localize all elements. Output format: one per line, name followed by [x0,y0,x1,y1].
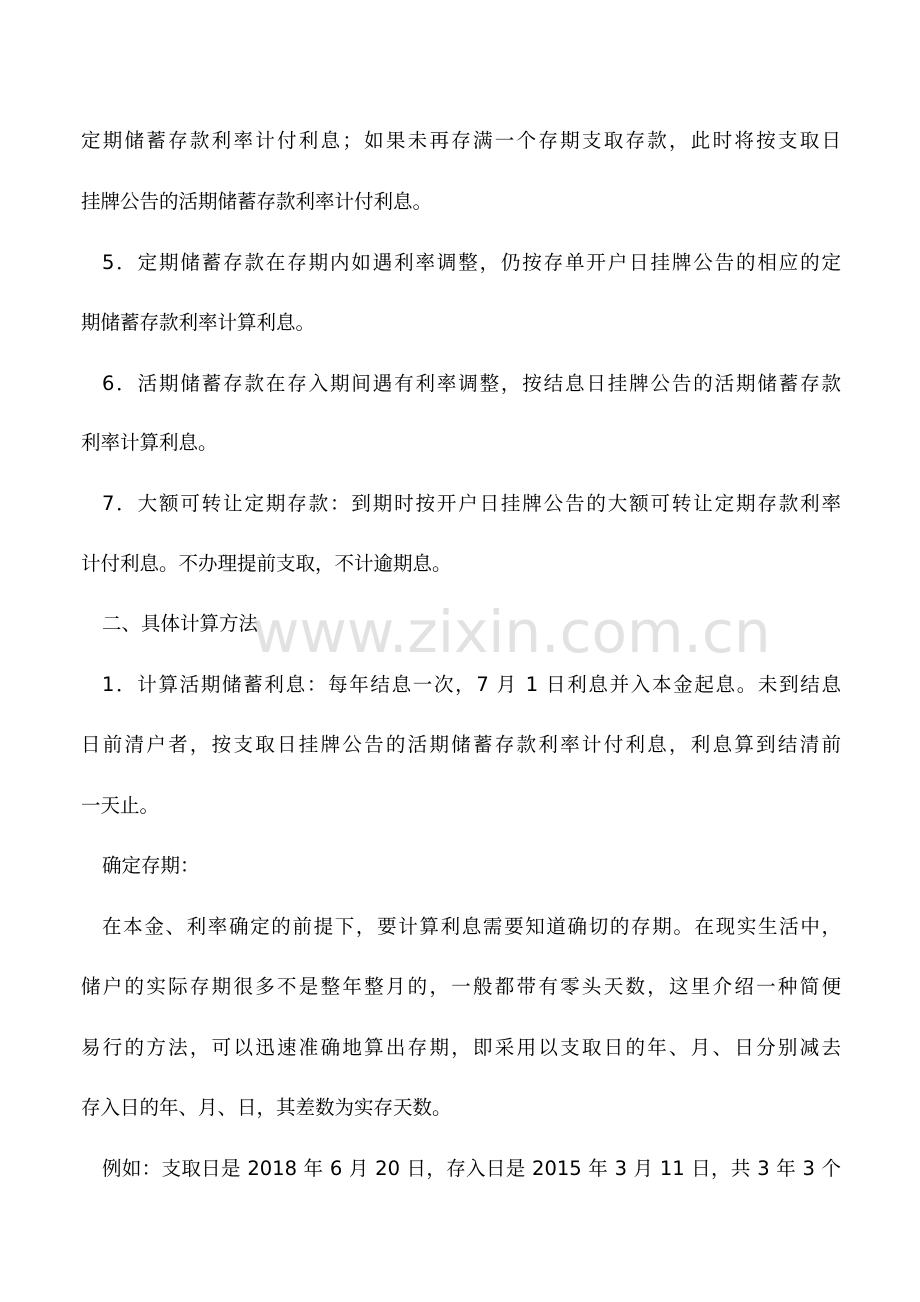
paragraph-line: 在本金、利率确定的前提下，要计算利息需要知道确切的存期。在现实生活中， [102,915,841,938]
paragraph-line: 期储蓄存款利率计算利息。 [81,311,316,334]
paragraph-line: 1．计算活期储蓄利息：每年结息一次，7 月 1 日利息并入本金起息。未到结息 [102,673,841,696]
paragraph-line: 7．大额可转让定期存款：到期时按开户日挂牌公告的大额可转让定期存款利率 [102,492,841,515]
paragraph-line: 计付利息。不办理提前支取，不计逾期息。 [81,552,452,575]
paragraph-line: 确定存期： [102,854,200,877]
paragraph-line: 日前清户者，按支取日挂牌公告的活期储蓄存款利率计付利息，利息算到结清前 [81,733,841,756]
paragraph-line: 利率计算利息。 [81,431,218,454]
section-heading: 二、具体计算方法 [102,612,259,635]
paragraph-line: 存入日的年、月、日，其差数为实存天数。 [81,1096,452,1119]
paragraph-line: 挂牌公告的活期储蓄存款利率计付利息。 [81,190,433,213]
paragraph-line: 储户的实际存期很多不是整年整月的，一般都带有零头天数，这里介绍一种简便 [81,975,841,998]
paragraph-line: 易行的方法，可以迅速准确地算出存期，即采用以支取日的年、月、日分别减去 [81,1036,841,1059]
paragraph-line: 5．定期储蓄存款在存期内如遇利率调整，仍按存单开户日挂牌公告的相应的定 [102,251,841,274]
watermark: www.zixin.com.cn [252,598,771,666]
paragraph-line: 例如：支取日是 2018 年 6 月 20 日，存入日是 2015 年 3 月 11 日，共 3 年 3 个 [102,1157,841,1180]
paragraph-line: 一天止。 [81,794,160,817]
paragraph-line: 定期储蓄存款利率计付利息；如果未再存满一个存期支取存款，此时将按支取日 [81,129,841,152]
paragraph-line: 6．活期储蓄存款在存入期间遇有利率调整，按结息日挂牌公告的活期储蓄存款 [102,372,841,395]
